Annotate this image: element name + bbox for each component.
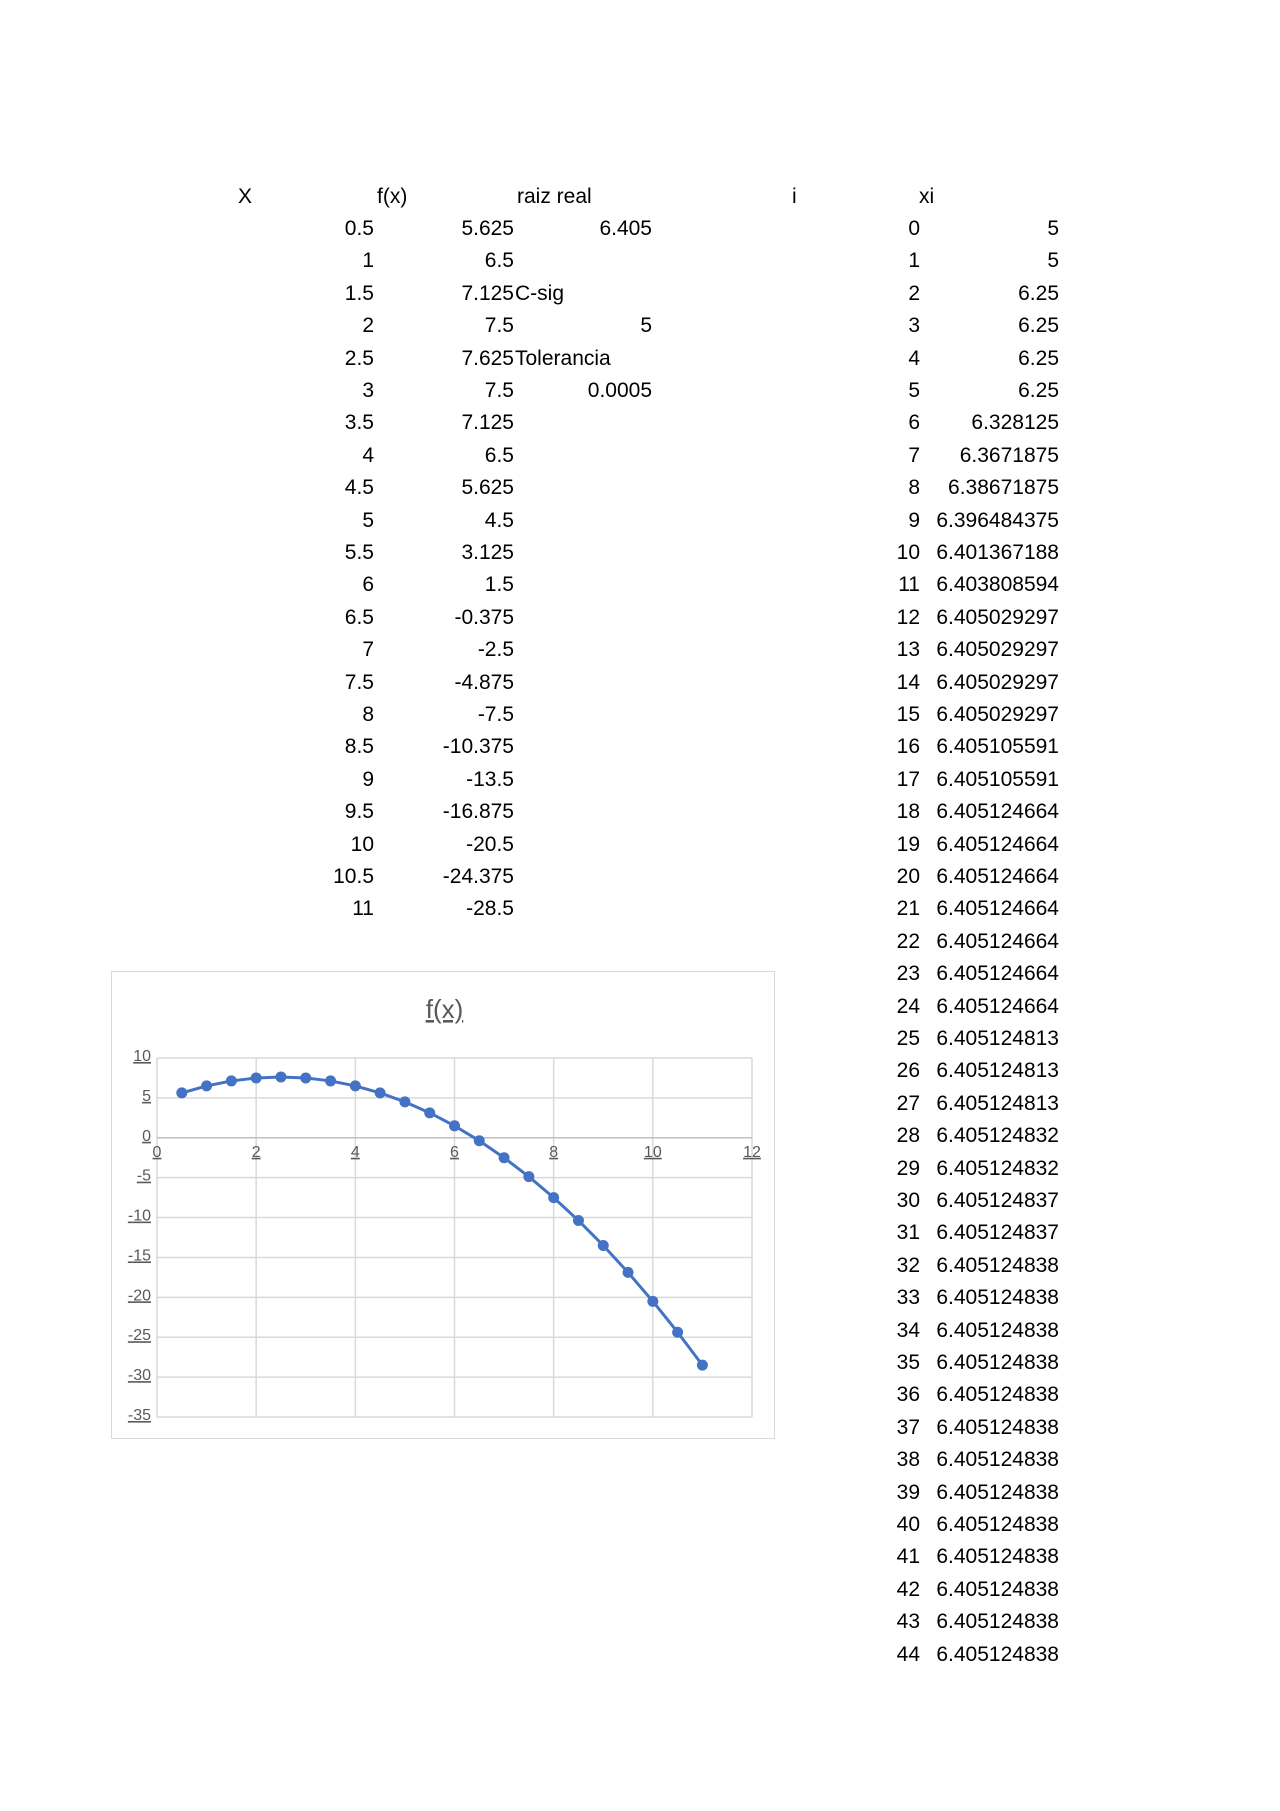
fx-cell: 7.5 [484,379,514,402]
data-point [623,1267,634,1278]
xi-cell: 6.405124832 [936,1156,1059,1180]
i-cell: 30 [896,1189,920,1212]
fx-cell: -7.5 [477,703,514,726]
xi-cell: 6.405124838 [936,1286,1059,1310]
xi-cell: 6.405029297 [936,605,1059,629]
fx-chart[interactable] [111,971,775,1439]
x-tick-label: 10 [643,1143,662,1161]
i-cell: 22 [896,929,920,953]
x-cell: 4 [362,443,374,467]
i-cell: 28 [896,1124,920,1148]
data-point [325,1075,336,1086]
i-cell: 14 [896,670,920,694]
fx-cell: -0.375 [454,605,514,629]
i-cell: 34 [896,1318,920,1342]
i-cell: 13 [896,638,920,662]
x-cell: 0.5 [344,217,374,240]
x-cell: 10 [350,832,374,856]
y-tick-label: 5 [142,1087,151,1105]
i-cell: 20 [896,865,920,888]
i-cell: 5 [908,379,920,402]
xi-cell: 6.405029297 [936,703,1059,726]
fx-cell: 7.125 [461,281,514,305]
y-tick-label: -5 [136,1167,151,1185]
y-tick-label: -15 [127,1247,151,1265]
x-cell: 5 [362,508,374,532]
xi-cell: 6.405124838 [936,1577,1059,1601]
i-cell: 3 [908,314,920,338]
series-line [182,1077,703,1365]
c-sig-label: C-sig [515,282,565,305]
i-cell: 31 [896,1221,920,1245]
i-cell: 41 [896,1545,920,1569]
x-tick-label: 4 [350,1143,360,1161]
i-cell: 9 [908,508,920,532]
i-cell: 33 [896,1286,920,1310]
fx-cell: -28.5 [466,897,514,921]
y-tick-label: -10 [127,1207,151,1225]
data-point [300,1072,311,1083]
xi-cell: 6.25 [1018,281,1059,305]
i-cell: 21 [896,897,920,921]
i-cell: 26 [896,1059,920,1083]
fx-cell: 4.5 [484,508,514,532]
i-cell: 42 [896,1577,920,1601]
xi-cell: 6.405124664 [936,832,1059,856]
xi-cell: 6.405124838 [936,1253,1059,1277]
x-cell: 6 [362,573,374,597]
header-xi: xi [919,185,935,208]
xi-cell: 6.25 [1018,314,1059,338]
i-cell: 18 [896,800,920,824]
xi-cell: 6.405124832 [936,1124,1059,1148]
i-cell: 39 [896,1480,920,1504]
fx-cell: 5.625 [461,476,514,500]
xi-cell: 6.25 [1018,346,1059,370]
y-tick-label: 0 [142,1127,151,1145]
xi-cell: 6.405124837 [936,1221,1059,1245]
fx-cell: 7.125 [461,411,514,435]
data-point [598,1240,609,1251]
i-cell: 40 [896,1513,920,1536]
fx-cell: -2.5 [477,638,514,662]
xi-cell: 6.3671875 [959,443,1059,467]
data-point [399,1096,410,1107]
xi-cell: 6.405124813 [936,1027,1059,1050]
data-point [275,1071,286,1082]
xi-cell: 6.405105591 [936,735,1059,759]
xi-cell: 6.401367188 [936,541,1059,564]
fx-cell: -20.5 [466,832,514,856]
x-cell: 8 [362,703,374,726]
xi-cell: 6.403808594 [936,573,1059,597]
x-cell: 5.5 [344,541,374,564]
x-cell: 2.5 [344,346,374,370]
i-cell: 17 [896,767,920,791]
data-point [424,1107,435,1118]
i-cell: 10 [896,541,920,564]
i-cell: 15 [896,703,920,726]
fx-cell: -24.375 [442,865,514,888]
xi-cell: 6.405124838 [936,1383,1059,1407]
i-cell: 2 [908,281,920,305]
xi-cell: 6.405124838 [936,1351,1059,1374]
xi-cell: 6.405124664 [936,994,1059,1018]
x-tick-label: 8 [549,1143,559,1161]
tolerancia-value: 0.0005 [587,379,652,402]
fx-cell: 7.5 [484,314,514,338]
fx-cell: -16.875 [442,800,514,824]
xi-cell: 6.38671875 [948,476,1059,500]
i-cell: 11 [898,573,920,597]
xi-cell: 6.405124813 [936,1059,1059,1083]
xi-cell: 6.405029297 [936,638,1059,662]
x-cell: 1.5 [344,281,374,305]
i-cell: 37 [896,1415,920,1439]
x-cell: 9.5 [344,800,374,824]
data-point [647,1296,658,1307]
xi-cell: 6.405124664 [936,800,1059,824]
header-x: X [238,185,253,208]
c-sig-value: 5 [640,314,652,337]
xi-cell: 6.405105591 [936,767,1059,791]
xi-cell: 6.405124838 [936,1448,1059,1472]
data-point [672,1327,683,1338]
header-fx: f(x) [377,185,408,208]
fx-cell: 6.5 [484,249,514,273]
y-tick-label: -25 [127,1327,151,1345]
xi-cell: 5 [1047,249,1059,273]
data-point [251,1072,262,1083]
x-cell: 4.5 [344,476,374,500]
fx-cell: 7.625 [461,346,514,370]
i-cell: 32 [896,1253,920,1277]
i-cell: 19 [896,832,920,856]
i-cell: 25 [896,1027,920,1050]
i-cell: 16 [896,735,920,759]
data-point [375,1087,386,1098]
header-raiz-real: raiz real [517,185,592,208]
xi-cell: 5 [1047,217,1059,240]
xi-cell: 6.405124664 [936,962,1059,986]
i-cell: 35 [896,1351,920,1374]
fx-cell: 5.625 [461,217,514,240]
x-cell: 3 [362,379,374,402]
header-i: i [792,185,797,208]
fx-cell: -13.5 [466,767,514,791]
i-cell: 24 [896,994,920,1018]
fx-cell: -4.875 [454,670,514,694]
i-cell: 44 [896,1642,920,1666]
x-tick-label: 6 [450,1143,459,1161]
x-cell: 2 [362,314,374,338]
data-point [573,1215,584,1226]
data-point [523,1171,534,1182]
x-cell: 7.5 [344,670,374,694]
x-tick-label: 12 [743,1143,761,1161]
data-point [548,1192,559,1203]
data-point [350,1080,361,1091]
x-cell: 3.5 [344,411,374,435]
x-cell: 1 [362,249,374,273]
fx-cell: 6.5 [484,443,514,467]
xi-cell: 6.405124838 [936,1545,1059,1569]
raiz-real-value: 6.405 [599,217,652,240]
xi-cell: 6.405124838 [936,1642,1059,1666]
data-point [499,1152,510,1163]
data-point [176,1087,187,1098]
xi-cell: 6.405124664 [936,865,1059,888]
xi-cell: 6.25 [1018,379,1059,402]
i-cell: 29 [896,1156,920,1180]
i-cell: 1 [908,249,920,273]
i-cell: 38 [896,1448,920,1472]
data-point [201,1080,212,1091]
x-tick-label: 0 [152,1143,162,1161]
chart-canvas [112,972,774,1438]
xi-cell: 6.405124664 [936,929,1059,953]
x-tick-label: 2 [251,1143,261,1161]
y-tick-label: -30 [127,1367,151,1385]
i-cell: 12 [896,605,920,629]
xi-cell: 6.396484375 [936,508,1059,532]
x-cell: 7 [362,638,374,662]
x-cell: 9 [362,767,374,791]
data-point [226,1075,237,1086]
i-cell: 36 [896,1383,920,1407]
fx-cell: 3.125 [461,541,514,564]
y-tick-label: -20 [127,1287,151,1305]
xi-cell: 6.405029297 [936,670,1059,694]
fx-cell: -10.375 [442,735,514,759]
i-cell: 8 [908,476,920,500]
xi-cell: 6.405124838 [936,1480,1059,1504]
i-cell: 7 [908,443,920,467]
xi-cell: 6.405124838 [936,1610,1059,1634]
fx-cell: 1.5 [484,573,514,597]
tolerancia-label: Tolerancia [515,347,611,370]
xi-cell: 6.405124813 [936,1091,1059,1115]
i-cell: 4 [908,346,920,370]
xi-cell: 6.405124838 [936,1318,1059,1342]
xi-cell: 6.405124837 [936,1189,1059,1212]
y-tick-label: 10 [133,1048,151,1065]
x-cell: 11 [352,897,374,921]
i-cell: 23 [896,962,920,986]
x-cell: 8.5 [344,735,374,759]
x-cell: 10.5 [333,865,374,888]
x-cell: 6.5 [344,605,374,629]
data-point [449,1120,460,1131]
data-point [697,1360,708,1371]
data-point [474,1135,485,1146]
xi-cell: 6.405124838 [936,1415,1059,1439]
chart-title: f(x) [425,994,464,1024]
y-tick-label: -35 [127,1407,151,1424]
xi-cell: 6.328125 [971,411,1059,435]
i-cell: 27 [896,1091,920,1115]
i-cell: 43 [896,1610,920,1634]
xi-cell: 6.405124838 [936,1513,1059,1536]
xi-cell: 6.405124664 [936,897,1059,921]
i-cell: 0 [908,217,920,240]
i-cell: 6 [908,411,920,435]
